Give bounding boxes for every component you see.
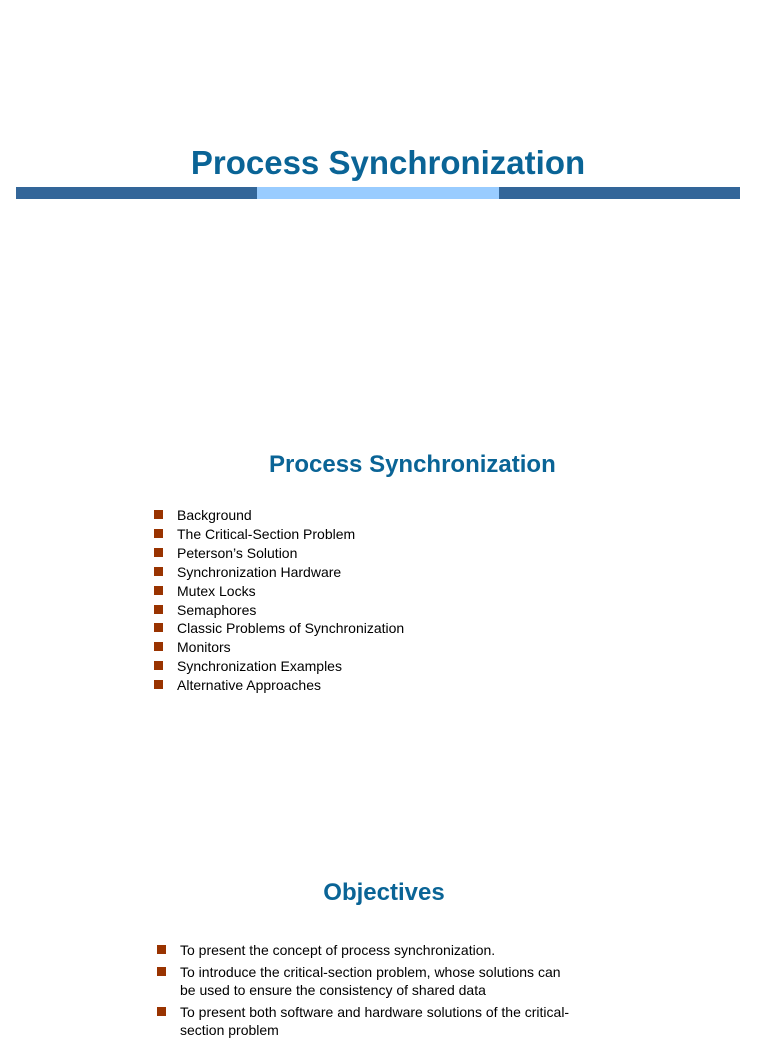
list-item-text: To introduce the critical-section problem, whose solutions can be used to ensure the consistency of shared data [180,964,561,998]
square-bullet-icon [157,967,166,976]
list-item-text: Classic Problems of Synchronization [177,620,405,637]
square-bullet-icon [154,548,163,557]
list-item-text: Peterson’s Solution [177,544,298,561]
list-item-text: To present the concept of process synchronization. [180,942,496,958]
list-item [154,601,404,620]
list-item-text: Alternative Approaches [177,677,321,694]
list-item-text: Synchronization Hardware [177,563,342,580]
title-divider-bar [16,187,740,199]
objectives-title: Objectives [323,879,445,906]
divider-segment-right [499,187,740,199]
divider-segment-middle [257,187,498,199]
list-item-text: Mutex Locks [177,582,256,599]
list-item [157,963,577,999]
square-bullet-icon [154,567,163,576]
list-item-text: To present both software and hardware solutions of the critical-section problem [180,1004,570,1038]
square-bullet-icon [154,510,163,519]
square-bullet-icon [157,945,166,954]
list-item [154,619,404,638]
square-bullet-icon [154,605,163,614]
square-bullet-icon [154,680,163,689]
divider-segment-left [16,187,257,199]
list-item [157,941,577,959]
square-bullet-icon [154,586,163,595]
list-item [157,1003,577,1039]
square-bullet-icon [154,529,163,538]
list-item [154,676,404,695]
list-item-text: Semaphores [177,601,257,618]
list-item [154,563,404,582]
list-item [154,506,404,525]
list-item-text: The Critical-Section Problem [177,525,356,542]
square-bullet-icon [154,623,163,632]
contents-list [154,506,404,695]
list-item [154,582,404,601]
page-title: Process Synchronization [190,144,586,181]
list-item [154,544,404,563]
list-item-text: Monitors [177,639,231,656]
square-bullet-icon [154,642,163,651]
contents-title: Process Synchronization [269,451,556,478]
list-item-text: Synchronization Examples [177,658,342,675]
list-item-text: Background [177,507,252,523]
square-bullet-icon [157,1007,166,1016]
list-item [154,525,404,544]
list-item [154,657,404,676]
list-item [154,638,404,657]
square-bullet-icon [154,661,163,670]
objectives-list [157,941,577,1043]
